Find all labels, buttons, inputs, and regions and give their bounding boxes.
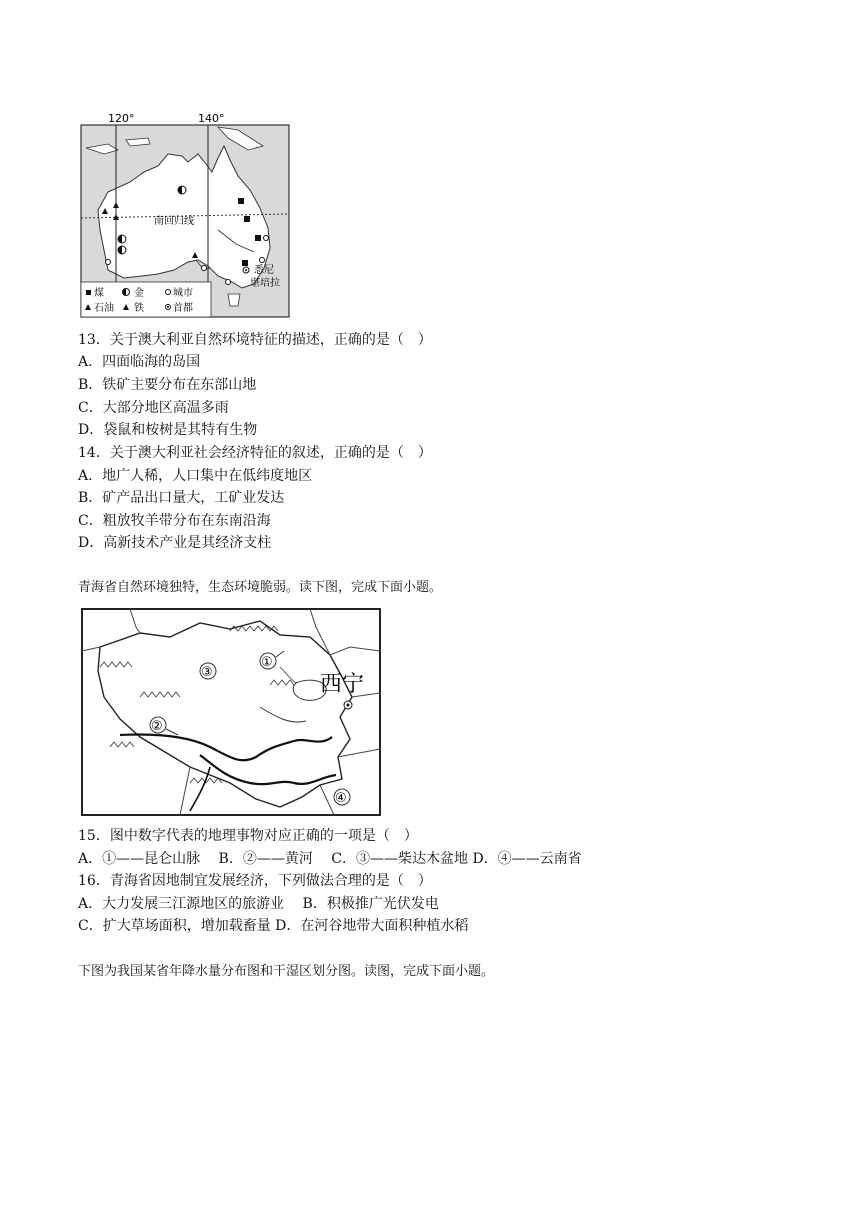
city-label-sydney: 悉尼 (254, 265, 274, 276)
legend-city: 城市 (173, 288, 193, 299)
q14-option-b: B．矿产品出口量大，工矿业发达 (78, 490, 285, 506)
qinghai-map (80, 607, 384, 817)
city-label-canberra: 堪培拉 (250, 278, 280, 289)
q15-stem: 15．图中数字代表的地理事物对应正确的一项是（ ） (78, 828, 418, 844)
marker-1: ① (261, 655, 273, 670)
marker-4: ④ (335, 791, 347, 806)
q13-stem: 13．关于澳大利亚自然环境特征的描述，正确的是（ ） (78, 332, 432, 348)
legend-oil: 石油 (94, 303, 114, 314)
legend-coal: 煤 (94, 288, 104, 299)
precip-intro: 下图为我国某省年降水量分布图和干湿区划分图。读图，完成下面小题。 (78, 964, 495, 979)
australia-map (78, 110, 294, 320)
q13-option-b: B．铁矿主要分布在东部山地 (78, 377, 257, 393)
q16-options-line2: C．扩大草场面积，增加载畜量 D．在河谷地带大面积种植水稻 (78, 918, 469, 934)
lon-label-140: 140° (198, 112, 225, 125)
legend-iron: 铁 (134, 303, 144, 314)
q16-options-line1: A．大力发展三江源地区的旅游业 B．积极推广光伏发电 (78, 896, 439, 912)
q14-option-d: D．高新技术产业是其经济支柱 (78, 535, 272, 551)
legend-gold: 金 (134, 288, 144, 299)
q14-stem: 14．关于澳大利亚社会经济特征的叙述，正确的是（ ） (78, 445, 432, 461)
q14-option-a: A．地广人稀，人口集中在低纬度地区 (78, 468, 313, 484)
q16-stem: 16．青海省因地制宜发展经济，下列做法合理的是（ ） (78, 873, 432, 889)
legend-capital: 首都 (173, 303, 193, 314)
q13-option-d: D．袋鼠和桉树是其特有生物 (78, 422, 258, 438)
city-label-xining: 西宁 (320, 672, 365, 697)
marker-2: ② (151, 719, 163, 734)
q13-option-c: C．大部分地区高温多雨 (78, 400, 229, 416)
qinghai-intro: 青海省自然环境独特，生态环境脆弱。读下图，完成下面小题。 (78, 580, 443, 595)
tropic-label: 南回归线 (154, 216, 194, 227)
q15-options: A．①——昆仑山脉 B．②——黄河 C．③——柴达木盆地 D．④——云南省 (78, 851, 582, 867)
lon-label-120: 120° (108, 112, 135, 125)
q14-option-c: C．粗放牧羊带分布在东南沿海 (78, 513, 271, 529)
q13-option-a: A．四面临海的岛国 (78, 354, 201, 370)
marker-3: ③ (201, 665, 213, 680)
